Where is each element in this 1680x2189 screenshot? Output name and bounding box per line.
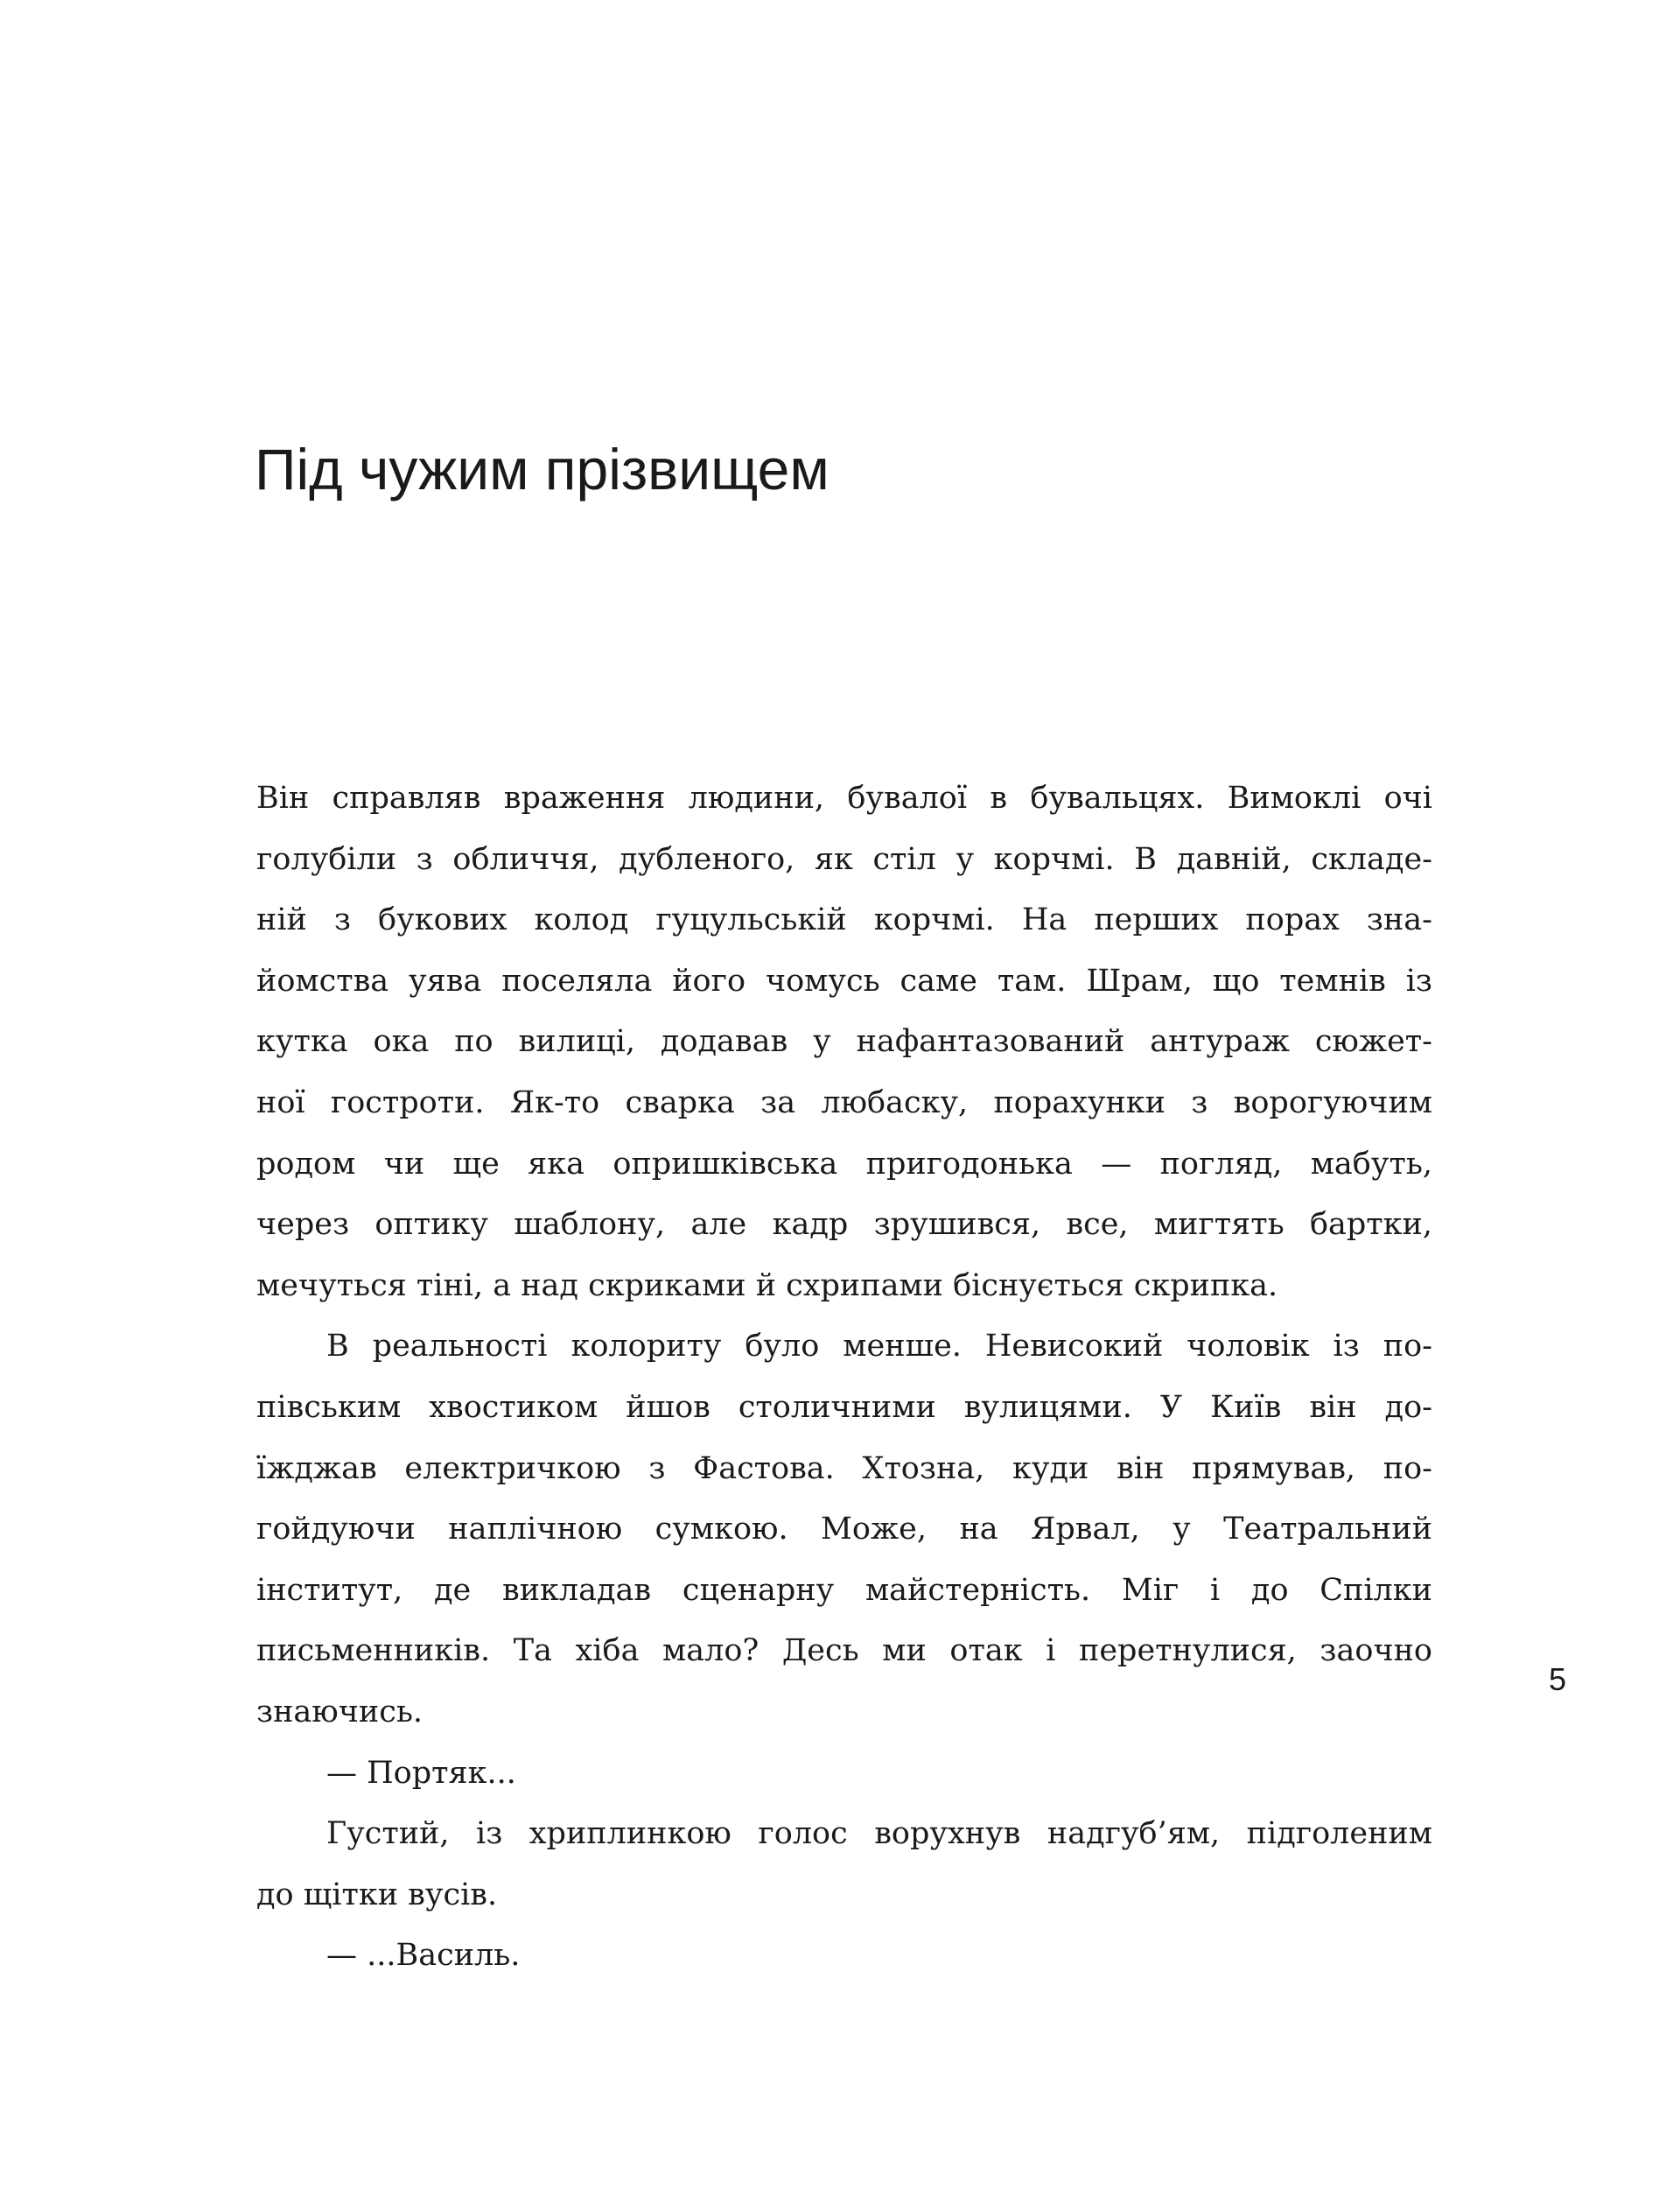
text-line: голубіли з обличчя, дубленого, як стіл у корчмі. В давній, складе- (256, 841, 1432, 877)
text-line: знаючись. (256, 1694, 424, 1729)
text-line: інститут, де викладав сценарну майстерність. Міг і до Спілки (256, 1572, 1432, 1608)
text-line: — ...Василь. (326, 1938, 521, 1974)
chapter-title: Під чужим прізвищем (255, 437, 830, 502)
text-line: гойдуючи наплічною сумкою. Може, на Ярвал, у Театральний (256, 1512, 1432, 1547)
body-text (256, 768, 1432, 1987)
text-line: письменників. Та хіба мало? Десь ми отак і перетнулися, заочно (256, 1633, 1432, 1669)
text-line: їжджав електричкою з Фастова. Хтозна, куди він прямував, по- (256, 1450, 1432, 1486)
text-line: через оптику шаблону, але кадр зрушився, все, мигтять бартки, (256, 1207, 1432, 1243)
text-line: В реальності колориту було менше. Невисокий чоловік із по- (326, 1329, 1432, 1365)
text-line: півським хвостиком йшов столичними вулицями. У Київ він до- (256, 1389, 1432, 1425)
page-number: 5 (1549, 1661, 1567, 1697)
text-line: до щітки вусів. (256, 1877, 498, 1912)
text-line: кутка ока по вилиці, додавав у нафантазований антураж сюжет- (256, 1024, 1432, 1060)
text-line: мечуться тіні, а над скриками й схрипами біснується скрипка. (256, 1267, 1278, 1303)
text-line: ної гостроти. Як-то сварка за любаску, порахунки з ворогуючим (256, 1084, 1432, 1120)
text-line: — Портяк... (326, 1755, 516, 1791)
text-line: родом чи ще яка опришківська пригодонька — погляд, мабуть, (256, 1146, 1432, 1182)
text-line: Густий, із хриплинкою голос ворухнув надгуб’ям, підголеним (326, 1816, 1432, 1852)
text-line: йомства уява поселяла його чомусь саме там. Шрам, що темнів із (256, 963, 1432, 999)
text-line: ній з букових колод гуцульській корчмі. На перших порах зна- (256, 902, 1432, 938)
text-line: Він справляв враження людини, бувалої в бувальцях. Вимоклі очі (256, 781, 1432, 816)
